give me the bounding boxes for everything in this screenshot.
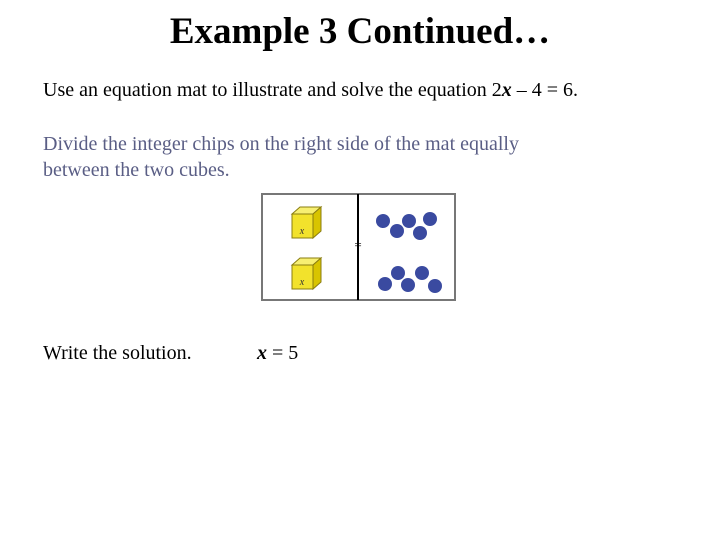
integer-chip — [390, 224, 404, 238]
solution-variable: x — [257, 342, 267, 364]
integer-chip — [391, 266, 405, 280]
equals-sign: = — [354, 237, 362, 252]
instruction-variable: x — [501, 79, 512, 101]
integer-chip — [402, 214, 416, 228]
cube-bottom — [292, 258, 321, 289]
solution-answer — [257, 342, 298, 365]
instruction-suffix: – 4 = 6. — [511, 79, 579, 101]
solution-value: = 5 — [267, 342, 299, 364]
instruction-prefix: Use an equation mat to illustrate and solve the equation 2 — [43, 79, 502, 101]
instruction-text — [43, 79, 578, 102]
equation-mat — [261, 193, 456, 301]
integer-chip — [423, 212, 437, 226]
cube-label: x — [299, 226, 305, 237]
solution-label: Write the solution. — [43, 342, 192, 364]
cube-label: x — [299, 277, 305, 288]
integer-chip — [401, 278, 415, 292]
step-text: Divide the integer chips on the right side of the mat equally between the two cubes. — [43, 133, 519, 181]
page-title: Example 3 Continued… — [169, 11, 551, 52]
integer-chip — [413, 226, 427, 240]
integer-chip — [378, 277, 392, 291]
integer-chip — [376, 214, 390, 228]
cube-top — [292, 207, 321, 238]
integer-chip — [415, 266, 429, 280]
integer-chip — [428, 279, 442, 293]
